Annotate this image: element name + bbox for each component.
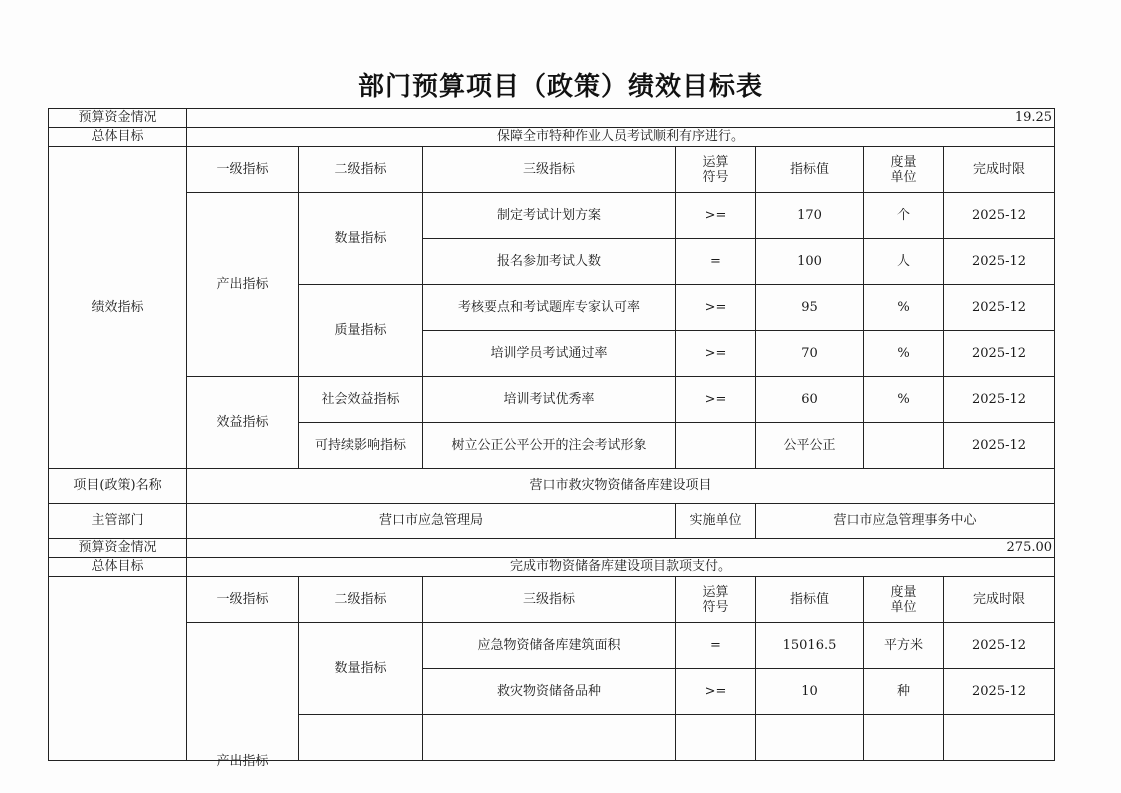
indicator-deadline: 2025-12 <box>944 669 1055 715</box>
benefit-indicator-label: 效益指标 <box>187 377 299 469</box>
social-benefit-label: 社会效益指标 <box>299 377 423 423</box>
header-deadline: 完成时限 <box>944 147 1055 193</box>
indicator-op: >= <box>676 669 756 715</box>
impl-unit-label: 实施单位 <box>676 504 756 539</box>
budget-value: 19.25 <box>187 109 1055 128</box>
budget-value: 275.00 <box>187 539 1055 558</box>
indicator-name: 制定考试计划方案 <box>423 193 676 239</box>
table-row <box>49 377 1055 423</box>
header-unit-text: 度量单位 <box>890 154 917 185</box>
indicator-value: 100 <box>756 239 864 285</box>
indicator-deadline: 2025-12 <box>944 331 1055 377</box>
indicator-deadline: 2025-12 <box>944 623 1055 669</box>
indicator-op: >= <box>676 331 756 377</box>
output-indicator-label-cell <box>187 623 299 769</box>
indicator-unit: 平方米 <box>864 623 944 669</box>
performance-table-sheet <box>48 108 1054 769</box>
table-row <box>49 469 1055 504</box>
performance-table <box>48 108 1055 769</box>
empty-cell <box>944 715 1055 761</box>
dept-value: 营口市应急管理局 <box>187 504 676 539</box>
header-unit <box>864 577 944 623</box>
indicator-unit: % <box>864 285 944 331</box>
table-row <box>49 623 1055 669</box>
output-indicator-label: 产出指标 <box>187 193 299 377</box>
header-value: 指标值 <box>756 147 864 193</box>
indicator-unit: 个 <box>864 193 944 239</box>
indicator-deadline: 2025-12 <box>944 377 1055 423</box>
empty-cell <box>676 715 756 761</box>
indicator-unit: % <box>864 377 944 423</box>
header-operator-text: 运算符号 <box>702 154 729 185</box>
perf-indicators-cell <box>49 577 187 761</box>
indicator-deadline: 2025-12 <box>944 193 1055 239</box>
indicator-op: = <box>676 623 756 669</box>
indicator-unit <box>864 423 944 469</box>
empty-cell <box>299 715 423 761</box>
indicator-value: 15016.5 <box>756 623 864 669</box>
header-level2: 二级指标 <box>299 147 423 193</box>
indicator-op: = <box>676 239 756 285</box>
header-unit <box>864 147 944 193</box>
indicator-value: 170 <box>756 193 864 239</box>
perf-indicators-label: 绩效指标 <box>49 147 187 469</box>
table-row <box>49 558 1055 577</box>
project-name-label: 项目(政策)名称 <box>49 469 187 504</box>
header-value: 指标值 <box>756 577 864 623</box>
indicator-op: >= <box>676 285 756 331</box>
indicator-name: 救灾物资储备品种 <box>423 669 676 715</box>
indicator-deadline: 2025-12 <box>944 423 1055 469</box>
table-row <box>49 193 1055 239</box>
quantity-indicator-label: 数量指标 <box>299 193 423 285</box>
empty-cell <box>423 715 676 761</box>
header-deadline: 完成时限 <box>944 577 1055 623</box>
indicator-name: 树立公正公平公开的注会考试形象 <box>423 423 676 469</box>
quality-indicator-label: 质量指标 <box>299 285 423 377</box>
table-row <box>49 109 1055 128</box>
indicator-value: 95 <box>756 285 864 331</box>
indicator-value: 10 <box>756 669 864 715</box>
empty-cell <box>756 715 864 761</box>
indicator-name: 培训学员考试通过率 <box>423 331 676 377</box>
header-operator <box>676 577 756 623</box>
indicator-deadline: 2025-12 <box>944 285 1055 331</box>
goal-value: 完成市物资储备库建设项目款项支付。 <box>187 558 1055 577</box>
sustain-impact-label: 可持续影响指标 <box>299 423 423 469</box>
table-row <box>49 539 1055 558</box>
header-level3: 三级指标 <box>423 147 676 193</box>
header-operator <box>676 147 756 193</box>
indicator-op: >= <box>676 377 756 423</box>
empty-cell <box>864 715 944 761</box>
indicator-deadline: 2025-12 <box>944 239 1055 285</box>
impl-unit-value: 营口市应急管理事务中心 <box>756 504 1055 539</box>
indicator-value: 公平公正 <box>756 423 864 469</box>
header-row <box>49 577 1055 623</box>
indicator-value: 60 <box>756 377 864 423</box>
indicator-name: 应急物资储备库建筑面积 <box>423 623 676 669</box>
header-level2: 二级指标 <box>299 577 423 623</box>
header-level3: 三级指标 <box>423 577 676 623</box>
page-title: 部门预算项目（政策）绩效目标表 <box>357 72 763 102</box>
output-indicator-label: 产出指标 <box>216 754 269 769</box>
header-operator-text: 运算符号 <box>702 584 729 615</box>
indicator-name: 考核要点和考试题库专家认可率 <box>423 285 676 331</box>
goal-label: 总体目标 <box>49 558 187 577</box>
header-row <box>49 147 1055 193</box>
goal-value: 保障全市特种作业人员考试顺利有序进行。 <box>187 128 1055 147</box>
indicator-value: 70 <box>756 331 864 377</box>
project-name-value: 营口市救灾物资储备库建设项目 <box>187 469 1055 504</box>
table-row <box>49 504 1055 539</box>
indicator-unit: 人 <box>864 239 944 285</box>
goal-label: 总体目标 <box>49 128 187 147</box>
indicator-unit: 种 <box>864 669 944 715</box>
indicator-name: 培训考试优秀率 <box>423 377 676 423</box>
budget-label: 预算资金情况 <box>49 109 187 128</box>
indicator-name: 报名参加考试人数 <box>423 239 676 285</box>
indicator-unit: % <box>864 331 944 377</box>
table-row <box>49 128 1055 147</box>
quantity-indicator-label: 数量指标 <box>299 623 423 715</box>
indicator-op: >= <box>676 193 756 239</box>
budget-label: 预算资金情况 <box>49 539 187 558</box>
header-unit-text: 度量单位 <box>890 584 917 615</box>
indicator-op <box>676 423 756 469</box>
dept-label: 主管部门 <box>49 504 187 539</box>
header-level1: 一级指标 <box>187 577 299 623</box>
header-level1: 一级指标 <box>187 147 299 193</box>
